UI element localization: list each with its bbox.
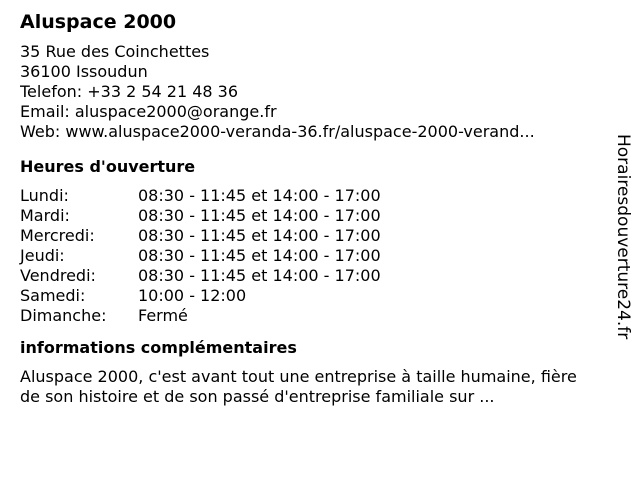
hours-day: Vendredi: bbox=[20, 266, 96, 285]
hours-row bbox=[20, 246, 381, 266]
hours-day: Dimanche: bbox=[20, 306, 107, 325]
hours-day: Lundi: bbox=[20, 186, 69, 205]
hours-row bbox=[20, 186, 381, 206]
contact-block bbox=[20, 42, 595, 142]
web-line: Web: www.aluspace2000-veranda-36.fr/aluspace-2000-verand... bbox=[20, 122, 535, 141]
hours-time: 08:30 - 11:45 et 14:00 - 17:00 bbox=[138, 246, 381, 265]
phone-line: Telefon: +33 2 54 21 48 36 bbox=[20, 82, 239, 101]
email-line: Email: aluspace2000@orange.fr bbox=[20, 102, 277, 121]
hours-time: 10:00 - 12:00 bbox=[138, 286, 247, 305]
hours-day: Mercredi: bbox=[20, 226, 95, 245]
hours-day: Mardi: bbox=[20, 206, 70, 225]
business-name: Aluspace 2000 bbox=[20, 11, 177, 33]
info-title: informations complémentaires bbox=[20, 338, 297, 357]
address-street: 35 Rue des Coinchettes bbox=[20, 42, 210, 61]
hours-row bbox=[20, 286, 381, 306]
brand-watermark-text: Horairesdouverture24.fr bbox=[613, 134, 633, 340]
hours-time: Fermé bbox=[138, 306, 188, 325]
hours-title: Heures d'ouverture bbox=[20, 157, 196, 176]
hours-table bbox=[20, 186, 381, 326]
hours-row bbox=[20, 226, 381, 246]
hours-row bbox=[20, 206, 381, 226]
info-text: Aluspace 2000, c'est avant tout une entreprise à taille humaine, fière de son histoire et de son passé d'entreprise familiale sur ... bbox=[20, 367, 577, 406]
hours-time: 08:30 - 11:45 et 14:00 - 17:00 bbox=[138, 206, 381, 225]
brand-watermark bbox=[612, 134, 634, 370]
hours-time: 08:30 - 11:45 et 14:00 - 17:00 bbox=[138, 186, 381, 205]
hours-row bbox=[20, 306, 381, 326]
address-city: 36100 Issoudun bbox=[20, 62, 148, 81]
hours-time: 08:30 - 11:45 et 14:00 - 17:00 bbox=[138, 226, 381, 245]
hours-row bbox=[20, 266, 381, 286]
hours-day: Jeudi: bbox=[20, 246, 65, 265]
hours-day: Samedi: bbox=[20, 286, 86, 305]
business-card bbox=[20, 8, 595, 407]
hours-time: 08:30 - 11:45 et 14:00 - 17:00 bbox=[138, 266, 381, 285]
